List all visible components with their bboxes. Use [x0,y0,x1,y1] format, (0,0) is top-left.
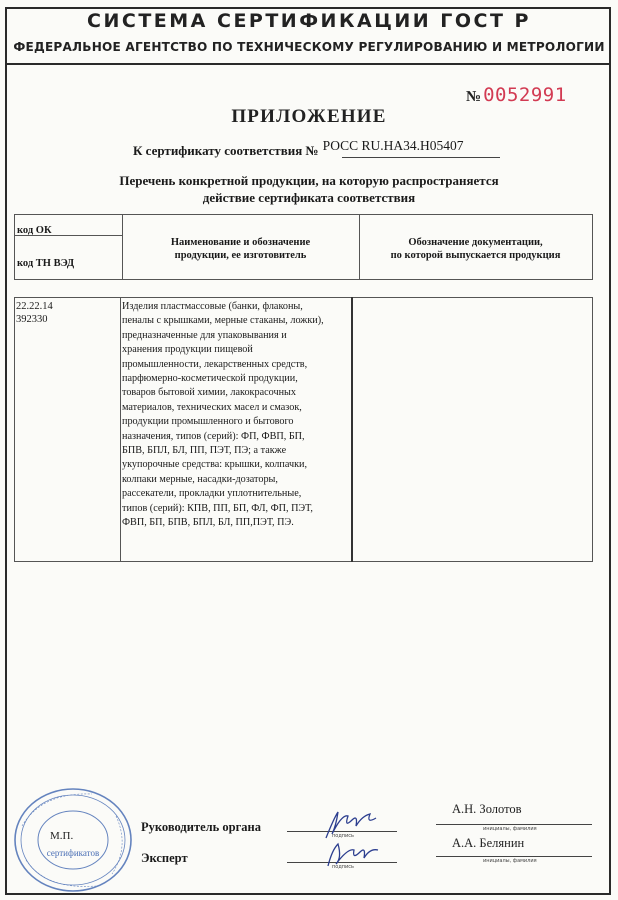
description-line: пеналы с крышками, мерные стаканы, ложки), [122,315,324,327]
certificate-number: РОСС RU.HA34.H05407 [322,138,464,153]
description-line: рассекатели, прокладки уплотнительные, [122,488,302,500]
expert-label: Эксперт [141,851,188,865]
header-bottom-border [14,279,593,280]
doc-header-line2: по которой выпускается продукция [390,250,561,261]
description-line: Изделия пластмассовые (банки, флаконы, [122,301,303,312]
head-initials-caption: инициалы, фамилия [483,826,537,832]
stamp-text: сертификатов [46,848,100,858]
body-bottom-border [14,561,593,562]
description-line: ФВП, БП, БПВ, БПЛ, БЛ, ПП,ПЭТ, ПЭ. [122,517,294,529]
name-header-line2: продукции, ее изготовитель [174,250,307,261]
form-number-value: 0052991 [483,84,567,106]
list-title [0,172,618,206]
body-top-border [14,297,593,298]
description-line: промышленности, лекарственных средств, [122,358,308,370]
doc-column-header [359,236,592,262]
number-sign: № [466,89,482,105]
doc-header-line1: Обозначение документации, [408,237,543,248]
certificate-underline [342,157,500,158]
list-title-line2: действие сертификата соответствия [202,190,416,205]
name-header-line1: Наименование и обозначение [170,237,311,248]
head-label: Руководитель органа [141,820,261,834]
mp-label: М.П. [50,830,74,842]
expert-initials-caption: инициалы, фамилия [483,858,537,864]
body-col-divider-2 [351,297,353,562]
head-name-line [436,824,592,825]
description-line: материалов, технических масел и смазок, [122,401,302,413]
expert-signature-caption: подпись [332,864,354,870]
head-name: А.Н. Золотов [452,802,522,816]
row-code-tn: 392330 [16,314,48,325]
body-left-border [14,297,15,562]
header-divider [5,63,611,65]
description-line: продукции промышленного и бытового [122,416,294,428]
description-line: назначения, типов (серий): ФП, ФВП, БП, [122,430,305,442]
description-line: парфюмерно-косметической продукции, [122,373,298,385]
code-tn-header: код ТН ВЭД [17,258,75,269]
description-line: укупорочные средства: крышки, колпачки, [122,459,308,471]
head-signature-caption: подпись [332,833,354,839]
expert-name: А.А. Белянин [452,836,525,850]
list-title-line1: Перечень конкретной продукции, на которую распространяется [119,173,499,188]
page-title: ПРИЛОЖЕНИЕ [231,106,387,127]
body-col-divider-1 [120,297,121,562]
description-line: товаров бытовой химии, лакокрасочных [122,387,296,399]
system-title: СИСТЕМА СЕРТИФИКАЦИИ ГОСТ Р [87,10,531,32]
certificate-label: К сертификату соответствия № [133,143,319,158]
code-ok-header: код ОК [17,225,52,236]
name-column-header [122,236,359,262]
description-line: БПВ, БПЛ, БЛ, ПП, ПЭТ, ПЭ; а также [122,445,287,457]
header-left-border [14,214,15,280]
expert-signature [322,838,382,870]
body-right-border [592,297,593,562]
header-right-border [592,214,593,280]
agency-name: ФЕДЕРАЛЬНОЕ АГЕНТСТВО ПО ТЕХНИЧЕСКОМУ РЕГУЛИРОВАНИЮ И МЕТРОЛОГИИ [13,40,605,54]
row-code-ok: 22.22.14 [16,301,53,312]
table-top-border [14,214,593,215]
row-codes [16,300,53,326]
row-description [122,300,350,531]
description-line: типов (серий): КПВ, ПП, БП, ФЛ, ФП, ПЭТ, [122,502,313,514]
description-line: предназначенные для упаковывания и [122,329,287,341]
description-line: хранения продукции пищевой [122,344,253,356]
expert-name-line [436,856,592,857]
product-table [14,214,593,562]
form-number [466,84,567,106]
description-line: колпаки мерные, насадки-дозаторы, [122,473,278,485]
